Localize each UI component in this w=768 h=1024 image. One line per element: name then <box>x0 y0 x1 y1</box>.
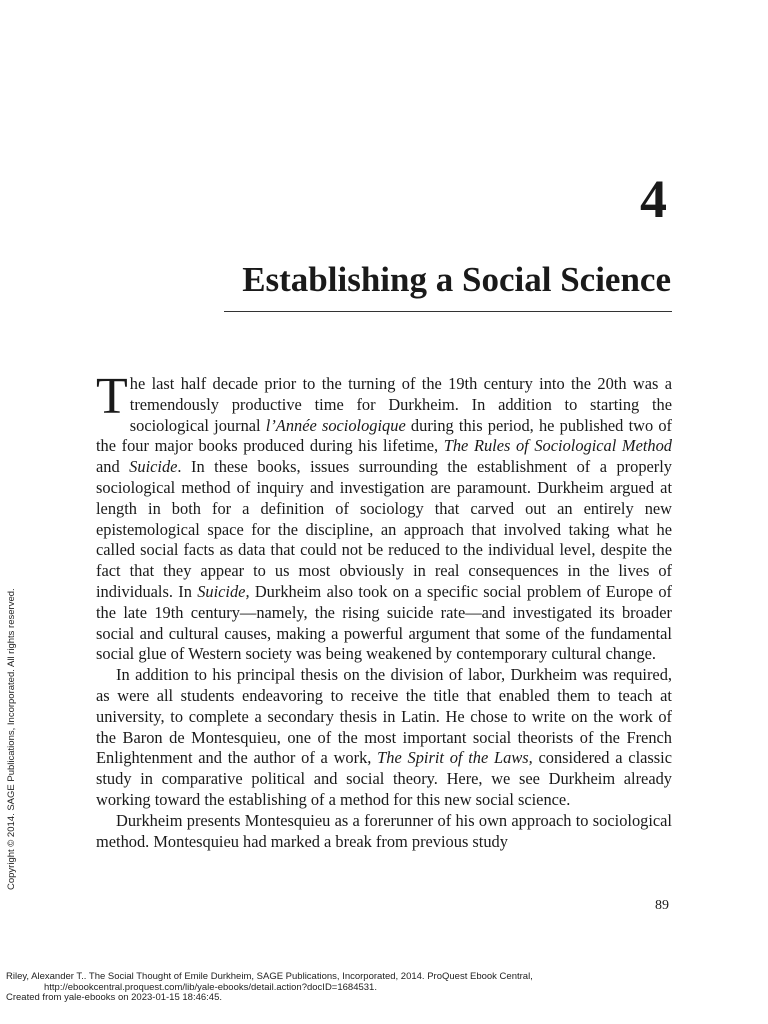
text-run: considered a classic study in comparative political and social theory. Here, we see Durkheim already working toward the establishing of a method for this new social science. <box>96 748 672 809</box>
journal-title: l’Année sociologique <box>265 415 406 435</box>
chapter-title: Establishing a Social Science <box>242 260 671 299</box>
text-run: Durkheim also took on a specific social problem of Europe of the late 19th century—namely, the rising suicide rate—and investigated its broader social and cultural causes, making a powerful argument that some of the fundamental social glue of Western society was being weakened by contemporary cultural change. <box>96 581 672 664</box>
text-run: and <box>96 457 130 477</box>
text-run: he last half decade prior to the turning of the 19th century into the 20th was a tremendously productive time for Durkheim. In addition to starting the sociological journal <box>129 374 672 435</box>
copyright-notice: Copyright © 2014. SAGE Publications, Incorporated. All rights reserved. <box>6 588 17 890</box>
body-text <box>96 368 673 852</box>
text-run: . In these books, issues surrounding the establishment of a properly sociological method of inquiry and investigation are paramount. Durkheim argued at length in both for a definition of sociology that carved out an entirely new epistemological space for the discipline, an approach that involved taking what he called social facts as data that could not be reduced to the individual level, despite the fact that they appear to us most obviously in real consequences in the lives of individuals. In <box>96 457 673 601</box>
citation-url[interactable]: http://ebookcentral.proquest.com/lib/yale-ebooks/detail.action?docID=1684531. <box>44 981 377 993</box>
book-title: Suicide, <box>197 581 250 601</box>
book-title: The Rules of Sociological Method <box>443 436 673 456</box>
book-title: Suicide <box>129 457 178 477</box>
citation-line: Riley, Alexander T.. The Social Thought of Emile Durkheim, SAGE Publications, Incorporated, 2014. ProQuest Ebook Central, <box>6 971 533 982</box>
paragraph-3: Durkheim presents Montesquieu as a forerunner of his own approach to sociological method. Montesquieu had marked a break from previous study <box>96 810 672 851</box>
citation-created: Created from yale-ebooks on 2023-01-15 18:46:45. <box>6 992 222 1003</box>
chapter-number: 4 <box>640 169 668 229</box>
paragraph-2 <box>96 665 672 811</box>
drop-cap: T <box>96 368 128 425</box>
text-run: during this period, he published two of the four major books produced during his lifetime, <box>96 415 673 456</box>
text-run: In addition to his principal thesis on the division of labor, Durkheim was required, as were all students endeavoring to receive the title that enabled them to teach at university, to complete a secondary thesis in Latin. He chose to write on the work of the Baron de Montesquieu, one of the most important social theorists of the French Enlightenment and the author of a work, <box>96 665 672 768</box>
citation-footer <box>6 972 746 1004</box>
paragraph-1 <box>96 368 673 665</box>
title-divider <box>224 311 672 312</box>
page-number: 89 <box>655 898 669 913</box>
book-title: The Spirit of the Laws, <box>377 748 533 768</box>
